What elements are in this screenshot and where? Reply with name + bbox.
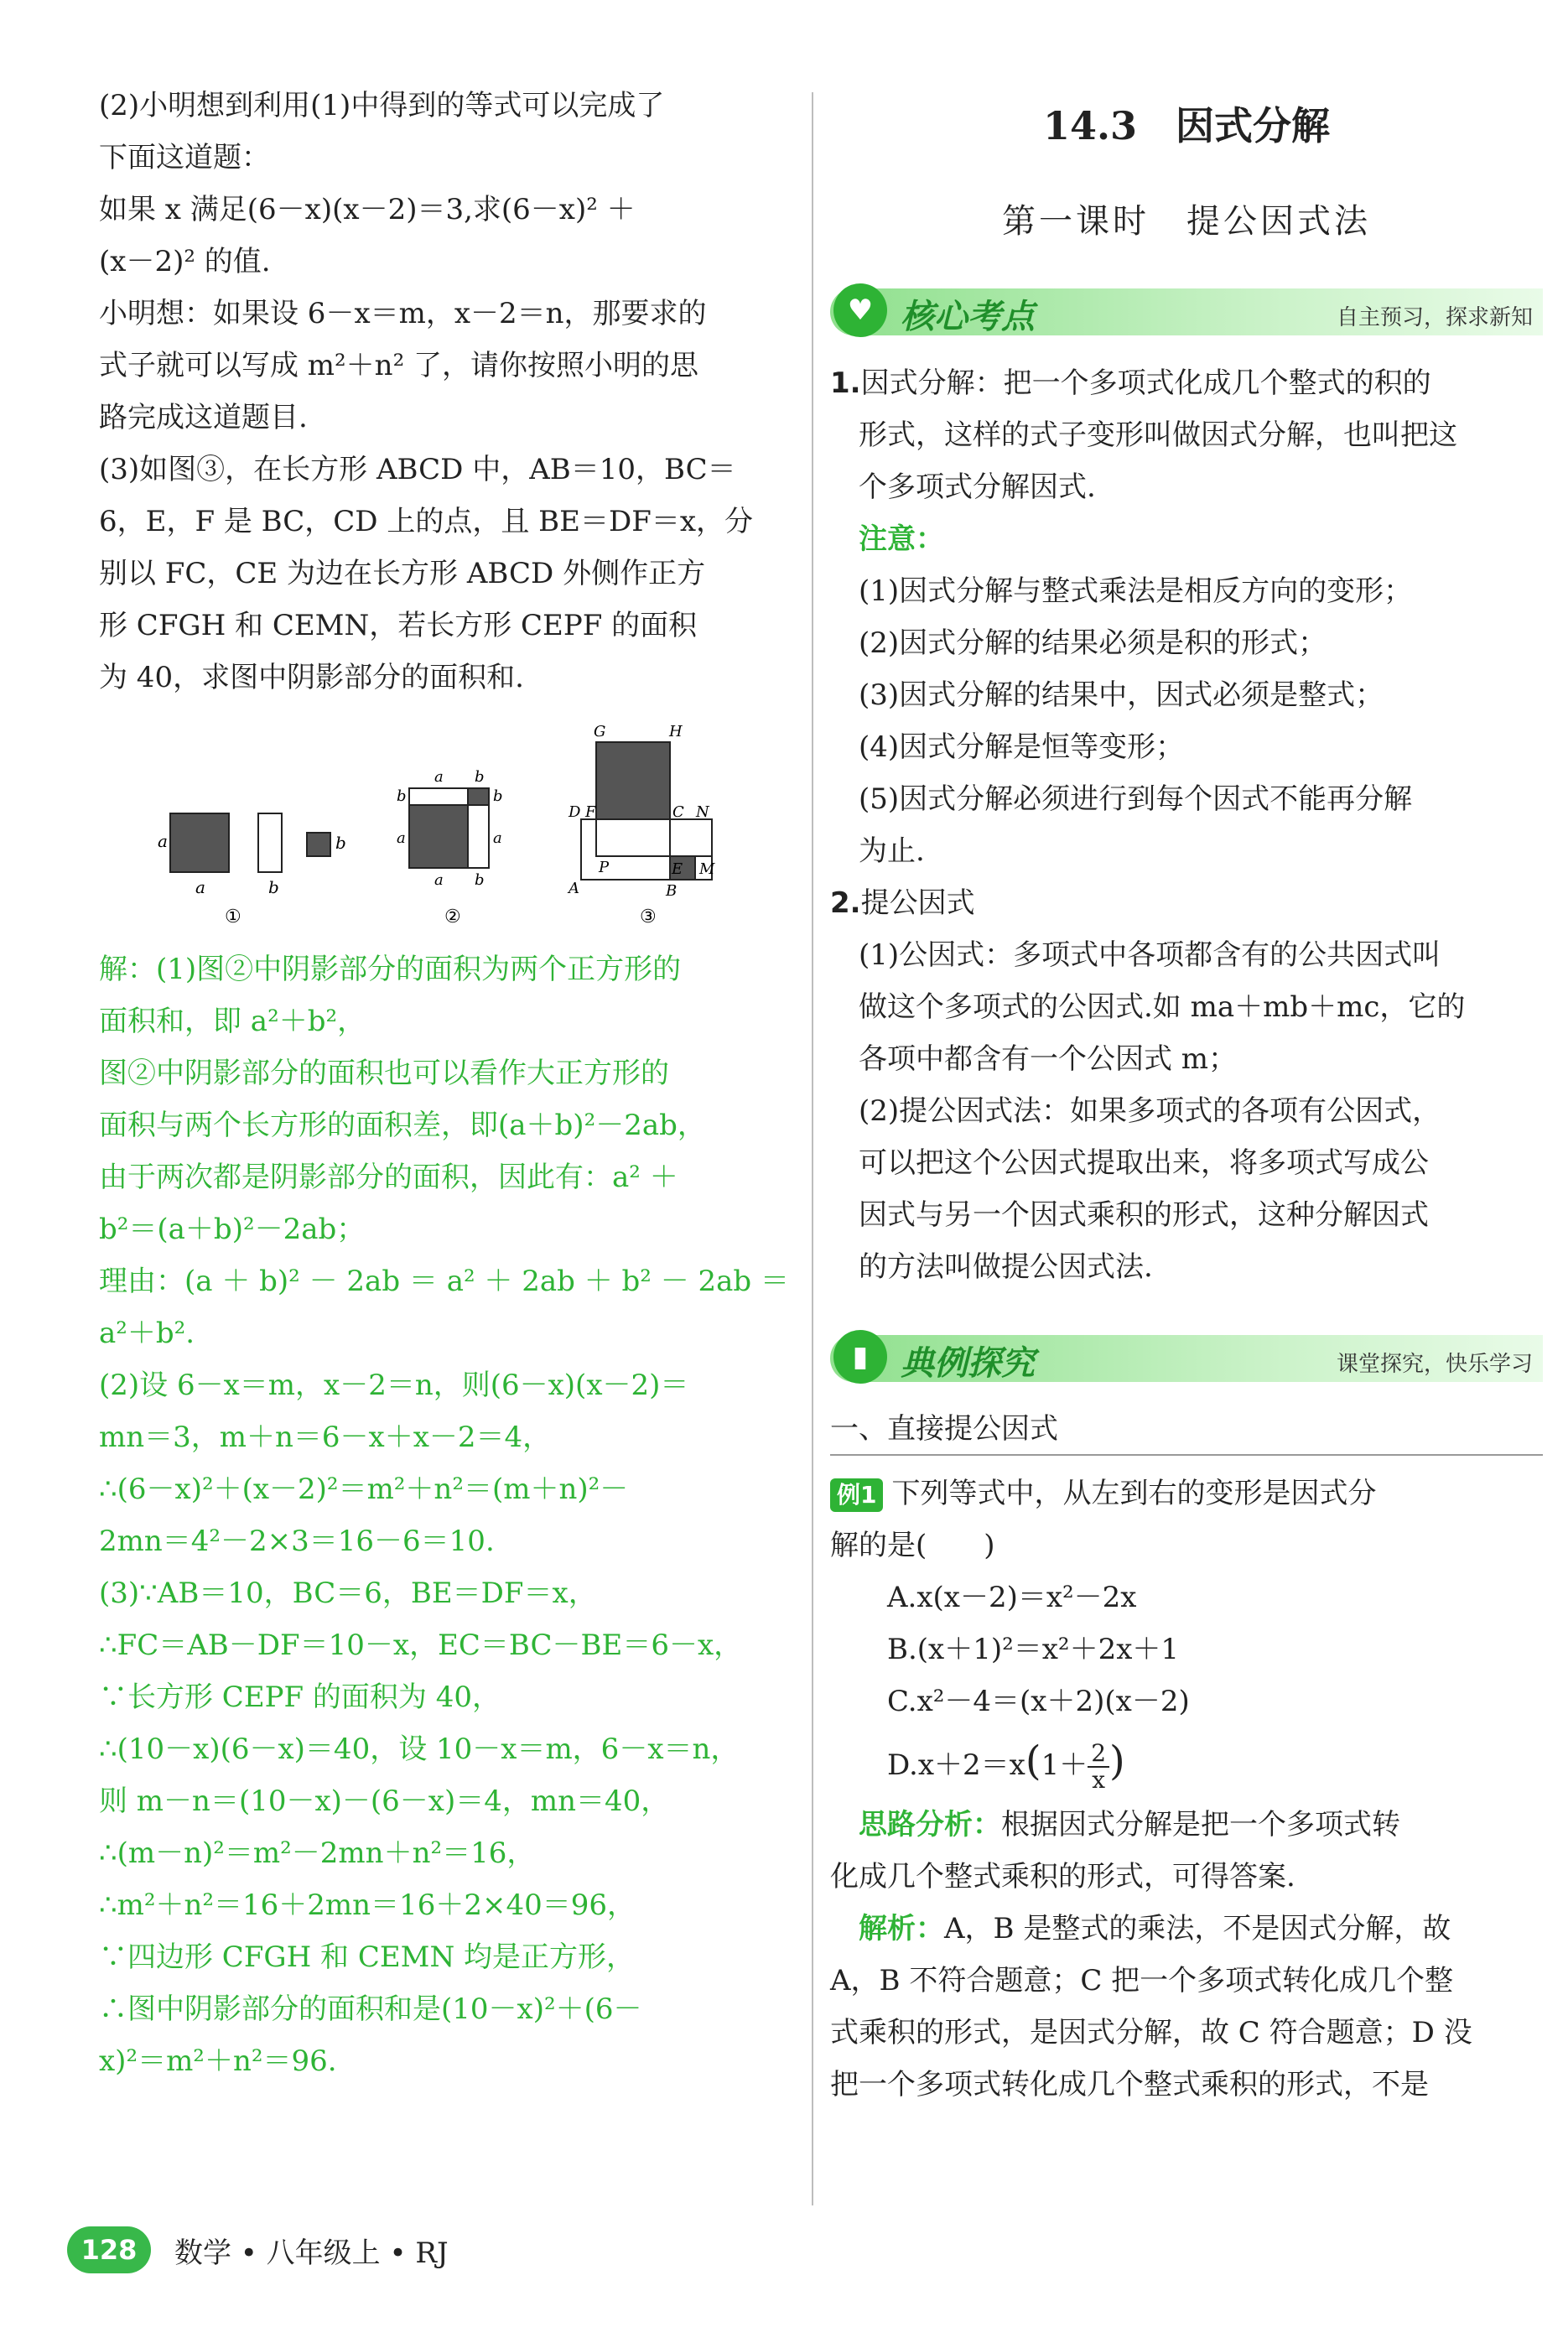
square-a	[170, 813, 229, 872]
svg-text:H: H	[669, 723, 683, 740]
notes-list	[830, 565, 1543, 877]
solution-line: ∵四边形 CFGH 和 CEMN 均是正方形，	[99, 1940, 636, 1974]
svg-text:P: P	[599, 859, 610, 876]
svg-text:M: M	[699, 860, 715, 878]
square-cfgh	[596, 742, 670, 819]
solution-line: 解：(1)图②中阴影部分的面积为两个正方形的	[99, 953, 682, 986]
figure-3	[567, 723, 715, 927]
solution-line: mn＝3，m＋n＝6－x＋x－2＝4，	[99, 1421, 552, 1454]
svg-text:B: B	[666, 882, 678, 900]
svg-text:A: A	[569, 880, 579, 897]
analysis-line-2: 化成几个整式乘积的形式，可得答案.	[830, 1860, 1295, 1893]
point-1-line: 个多项式分解因式.	[859, 470, 1096, 504]
solution-line: 2mn＝4²－2×3＝16－6＝10.	[99, 1525, 495, 1558]
solution-line: 图②中阴影部分的面积也可以看作大正方形的	[99, 1057, 669, 1090]
solution-line: 面积和，即 a²＋b²，	[99, 1005, 366, 1038]
examples-tagline: 课堂探究，快乐学习	[1336, 1352, 1533, 1377]
problem-line: 小明想：如果设 6－x＝m，x－2＝n，那要求的	[99, 297, 707, 330]
svg-text:D: D	[569, 803, 581, 821]
label-a-left: a	[158, 831, 168, 851]
solution-line: 理由：(a ＋ b)² － 2ab ＝ a² ＋ 2ab ＋ b² － 2ab ＝	[99, 1265, 789, 1298]
problem-line: 6，E，F 是 BC，CD 上的点，且 BE＝DF＝x，分	[99, 505, 754, 538]
svg-text:F: F	[585, 803, 596, 821]
point-2-heading: 2.提公因式	[830, 886, 975, 920]
note-label: 注意：	[859, 522, 944, 556]
point-2-line: 的方法叫做提公因式法.	[859, 1250, 1153, 1284]
examples-banner	[830, 1327, 1543, 1387]
analysis-line-1: 思路分析：根据因式分解是把一个多项式转	[859, 1808, 1400, 1842]
svg-text:E: E	[672, 860, 683, 878]
option-line: C.x²－4＝(x＋2)(x－2)	[887, 1685, 1190, 1718]
problem-line: 别以 FC，CE 为边在长方形 ABCD 外侧作正方	[99, 557, 706, 590]
lesson-subtitle: 第一课时 提公因式法	[1002, 202, 1371, 241]
solution-column	[99, 943, 795, 2087]
svg-text:b: b	[475, 871, 485, 889]
problem-line: 下面这道题：	[99, 141, 270, 174]
note-line: (2)因式分解的结果必须是积的形式；	[859, 626, 1327, 660]
label-b-side: b	[335, 833, 346, 853]
book-title: 数学 • 八年级上 • RJ	[174, 2236, 449, 2270]
options-list	[830, 1571, 1543, 1727]
svg-text:b: b	[475, 768, 485, 786]
point-1	[830, 357, 1543, 513]
note-line: (1)因式分解与整式乘法是相反方向的变形；	[859, 574, 1413, 608]
column-divider	[812, 92, 813, 2205]
problem-line: (3)如图③，在长方形 ABCD 中，AB＝10，BC＝	[99, 453, 736, 486]
figure-area	[99, 721, 795, 939]
solution-line: 式乘积的形式，是因式分解，故 C 符合题意；D 没	[830, 2016, 1472, 2049]
solution-line: A，B 不符合题意；C 把一个多项式转化成几个整	[830, 1964, 1454, 1997]
solution-rest	[830, 1955, 1543, 2111]
caption-3: ③	[640, 906, 657, 927]
section-title: 14.3 因式分解	[1042, 103, 1331, 148]
solution-line: (2)设 6－x＝m，x－2＝n，则(6－x)(x－2)＝	[99, 1369, 689, 1402]
solution-line: a²＋b².	[99, 1317, 195, 1350]
fraction: $\frac{2}{x}$	[1088, 1741, 1109, 1793]
svg-text:a: a	[397, 829, 406, 847]
big-square	[409, 805, 468, 868]
problem-line: 路完成这道题目.	[99, 401, 308, 434]
left-column	[99, 80, 795, 704]
svg-text:a: a	[434, 768, 444, 786]
example-line: 解的是( )	[830, 1529, 995, 1562]
svg-text:a: a	[493, 829, 502, 847]
solution-line: 把一个多项式转化成几个整式乘积的形式，不是	[830, 2068, 1429, 2101]
solution-text	[99, 943, 795, 2087]
solution-line: ∴(10－x)(6－x)＝40，设 10－x＝m，6－x＝n，	[99, 1732, 740, 1766]
core-points-banner	[830, 280, 1543, 340]
solution-line-1: 解析：A，B 是整式的乘法，不是因式分解，故	[859, 1912, 1451, 1945]
example-1: 例1 下列等式中，从左到右的变形是因式分	[830, 1468, 1543, 1519]
examples-title: 典例探究	[901, 1344, 1035, 1383]
problem-line: 如果 x 满足(6－x)(x－2)＝3,求(6－x)² ＋	[99, 193, 636, 226]
solution-line: 面积与两个长方形的面积差，即(a＋b)²－2ab，	[99, 1109, 706, 1142]
core-points-title: 核心考点	[901, 298, 1035, 336]
point-2-line: 因式与另一个因式乘积的形式，这种分解因式	[859, 1198, 1429, 1232]
problem-line: 式子就可以写成 m²＋n² 了，请你按照小明的思	[99, 349, 699, 382]
caption-1: ①	[225, 906, 241, 927]
label-a-bottom: a	[195, 877, 205, 897]
problem-line: 为 40，求图中阴影部分的面积和.	[99, 661, 524, 694]
page-number: 128	[67, 2226, 151, 2273]
heart-icon: ♥	[833, 283, 887, 337]
note-line: (3)因式分解的结果中，因式必须是整式；	[859, 678, 1384, 712]
small-square	[468, 788, 489, 805]
point-2-line: 各项中都含有一个公因式 m；	[859, 1042, 1238, 1076]
problem-line: 形 CFGH 和 CEMN，若长方形 CEPF 的面积	[99, 609, 698, 642]
svg-text:G: G	[594, 723, 606, 740]
point-1-line: 形式，这样的式子变形叫做因式分解，也叫把这	[859, 418, 1457, 452]
right-column	[830, 101, 1543, 2111]
solution-line: ∴m²＋n²＝16＋2mn＝16＋2×40＝96，	[99, 1888, 636, 1922]
geometry-figures	[99, 721, 795, 939]
point-2-line: 做这个多项式的公因式.如 ma＋mb＋mc，它的	[859, 990, 1466, 1024]
point-2-line: (2)提公因式法：如果多项式的各项有公因式，	[859, 1094, 1441, 1128]
solution-line: ∴图中阴影部分的面积和是(10－x)²＋(6－	[99, 1992, 642, 2026]
solution-line: ∴FC＝AB－DF＝10－x，EC＝BC－BE＝6－x，	[99, 1629, 743, 1662]
option-line: A.x(x－2)＝x²－2x	[887, 1581, 1137, 1614]
point-2-line: 可以把这个公因式提取出来，将多项式写成公	[859, 1146, 1429, 1180]
note-line: (4)因式分解是恒等变形；	[859, 730, 1185, 764]
option-d: D.x＋2＝x(1＋ $\frac{2}{x}$ )	[887, 1738, 1125, 1794]
solution-line: 由于两次都是阴影部分的面积，因此有：a² ＋	[99, 1161, 678, 1194]
caption-2: ②	[444, 906, 461, 927]
svg-text:N: N	[696, 803, 709, 821]
svg-text:b: b	[397, 787, 407, 805]
solution-line: ∴(m－n)²＝m²－2mn＋n²＝16，	[99, 1836, 536, 1870]
solution-line: b²＝(a＋b)²－2ab；	[99, 1213, 366, 1246]
subsection-heading: 一、直接提公因式	[830, 1404, 1543, 1456]
figure-2	[397, 768, 503, 927]
solution-line: ∵长方形 CEPF 的面积为 40，	[99, 1680, 501, 1714]
note-line: (5)因式分解必须进行到每个因式不能再分解	[859, 782, 1413, 816]
svg-text:a: a	[434, 871, 444, 889]
problem-text	[99, 80, 795, 704]
rect-cepf	[596, 819, 670, 856]
solution-line: 则 m－n＝(10－x)－(6－x)＝4，mn＝40，	[99, 1784, 670, 1818]
point-2-line: (1)公因式：多项式中各项都含有的公共因式叫	[859, 938, 1441, 972]
svg-text:b: b	[493, 787, 503, 805]
rect-ab	[258, 813, 282, 872]
point-2-body	[830, 929, 1543, 1293]
square-b	[307, 833, 330, 856]
label-b: b	[268, 877, 279, 897]
chart-icon: ▮	[833, 1330, 887, 1384]
note-line: 为止.	[859, 834, 925, 868]
problem-line: (x－2)² 的值.	[99, 245, 271, 278]
point-1-line: 1.因式分解：把一个多项式化成几个整式的积的	[830, 366, 1431, 400]
problem-line: (2)小明想到利用(1)中得到的等式可以完成了	[99, 89, 665, 122]
solution-line: (3)∵AB＝10，BC＝6，BE＝DF＝x，	[99, 1577, 597, 1610]
figure-1	[158, 813, 346, 927]
core-points-tagline: 自主预习，探求新知	[1336, 305, 1533, 330]
solution-line: x)²＝m²＋n²＝96.	[99, 2044, 337, 2078]
svg-text:C: C	[672, 803, 684, 821]
example-tag: 例1	[830, 1478, 883, 1512]
solution-line: ∴(6－x)²＋(x－2)²＝m²＋n²＝(m＋n)²－	[99, 1473, 629, 1506]
option-line: B.(x＋1)²＝x²＋2x＋1	[887, 1633, 1180, 1666]
